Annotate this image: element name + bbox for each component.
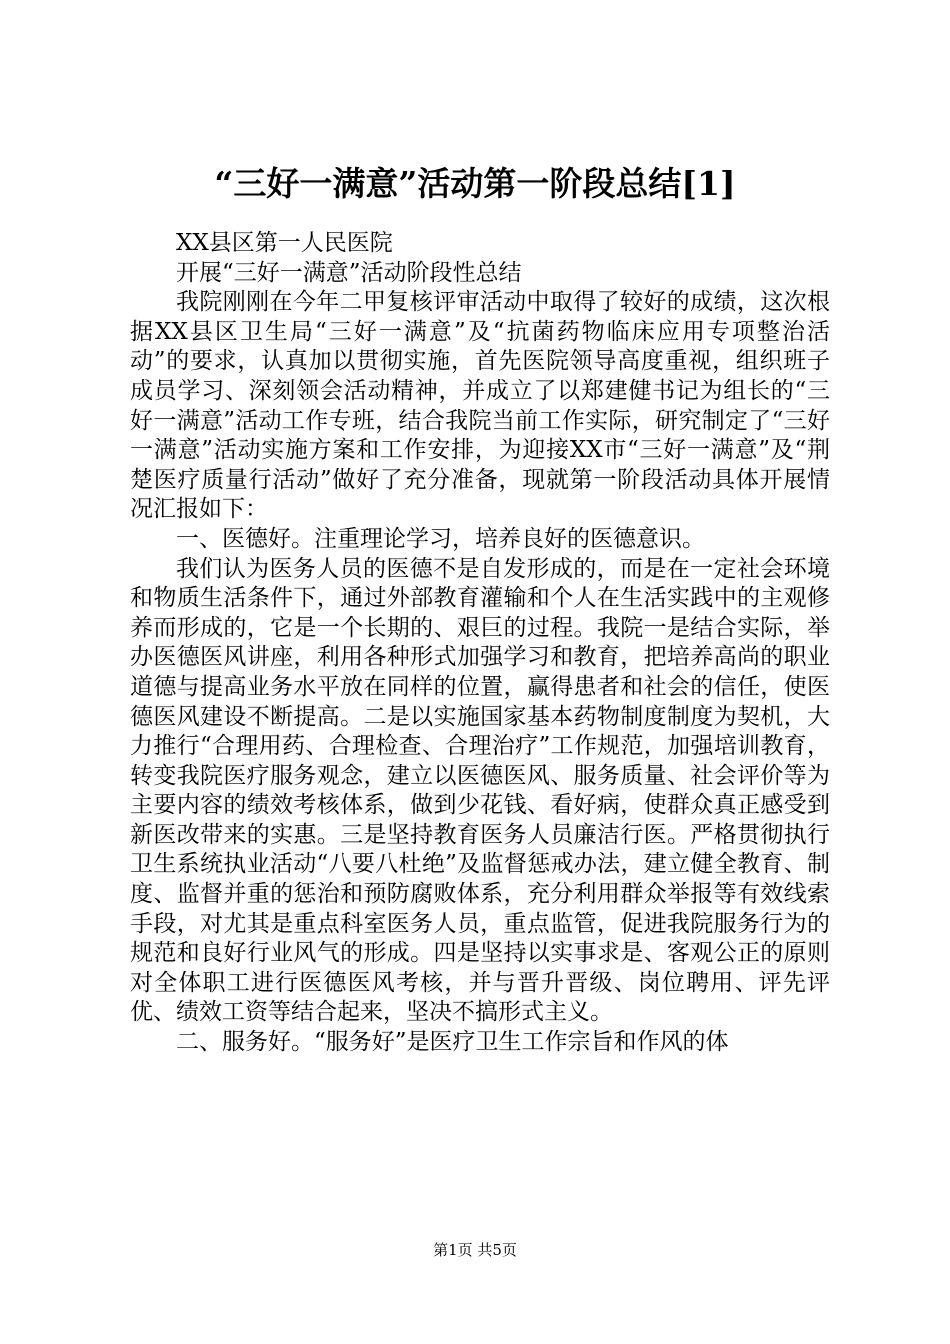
section-heading-service: 二、服务好。“服务好”是医疗卫生工作宗旨和作风的体: [176, 1029, 729, 1056]
medical-ethics-paragraph: 我们认为医务人员的医德不是自发形成的，而是在一定社会环境和物质生活条件下，通过外部教育灌输和个人在生活实践中的主观修养而形成的，它是一个长期的、艰巨的过程。我院一是结合实际，举办医德医风讲座，利用各种形式加强学习和教育，把培养高尚的职业道德与提高业务水平放在同样的位置，赢得患者和社会的信任，使医德医风建设不断提高。二是以实施国家基本药物制度制度为契机，大力推行“合理用药、合理检查、合理治疗”工作规范，加强培训教育，转变我院医疗服务观念，建立以医德医风、服务质量、社会评价等为主要内容的绩效考核体系，做到少花钱、看好病，使群众真正感受到新医改带来的实惠。三是坚持教育医务人员廉洁行医。严格贯彻执行卫生系统执业活动“八要八杜绝”及监督惩戒办法，建立健全教育、制度、监督并重的惩治和预防腐败体系，充分利用群众举报等有效线索手段，对尤其是重点科室医务人员，重点监管，促进我院服务行为的规范和良好行业风气的形成。四是坚持以实事求是、客观公正的原则对全体职工进行医德医风考核，并与晋升晋级、岗位聘用、评先评优、绩效工资等结合起来，坚决不搞形式主义。: [130, 555, 830, 1026]
document-body: [130, 229, 830, 1058]
subtitle-line: 开展“三好一满意”活动阶段性总结: [176, 259, 522, 286]
section-heading-medical-ethics: 一、医德好。注重理论学习，培养良好的医德意识。: [176, 525, 705, 552]
hospital-name-line: XX县区第一人民医院: [176, 230, 393, 256]
page-number-footer: 第1页 共5页: [433, 1241, 517, 1259]
intro-paragraph: 我院刚刚在今年二甲复核评审活动中取得了较好的成绩，这次根据XX县区卫生局“三好一满意”及“抗菌药物临床应用专项整治活动”的要求，认真加以贯彻实施，首先医院领导高度重视，组织班子成员学习、深刻领会活动精神，并成立了以郑建健书记为组长的“三好一满意”活动工作专班，结合我院当前工作实际，研究制定了“三好一满意”活动实施方案和工作安排，为迎接XX市“三好一满意”及“荆楚医疗质量行活动”做好了充分准备，现就第一阶段活动具体开展情况汇报如下：: [130, 289, 831, 523]
document-title: “三好一满意”活动第一阶段总结[1]: [214, 164, 736, 203]
